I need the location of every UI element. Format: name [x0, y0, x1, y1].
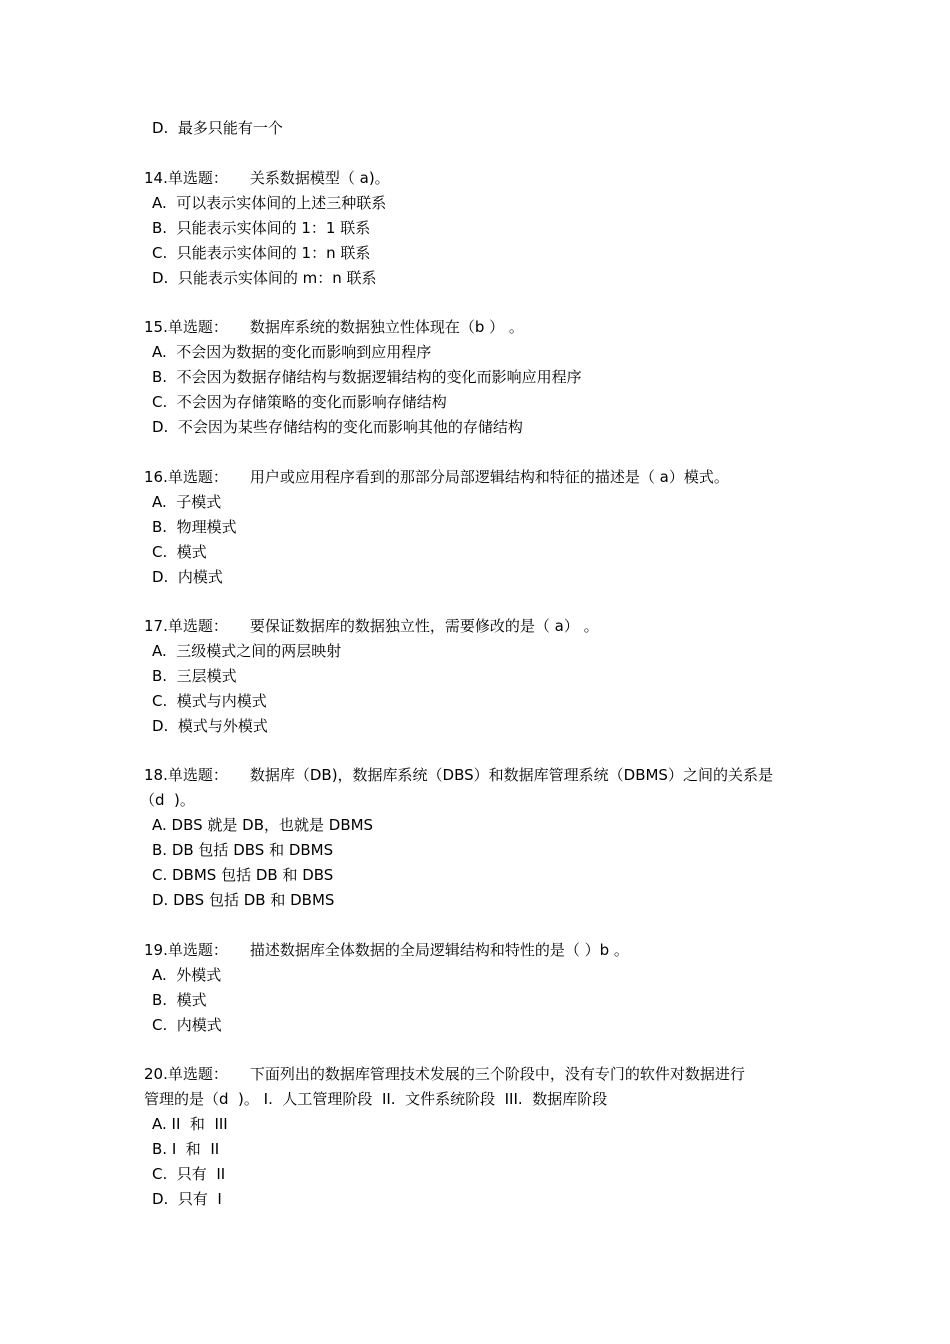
q17-option-b: B. 三层模式 — [152, 667, 237, 685]
q18-option-c: C. DBMS 包括 DB 和 DBS — [152, 866, 334, 884]
q17-option-a: A. 三级模式之间的两层映射 — [152, 642, 342, 660]
q15-number: 15.单选题： — [144, 318, 228, 336]
q16-number: 16.单选题： — [144, 468, 228, 486]
q14-number: 14.单选题： — [144, 169, 228, 187]
q20-question — [144, 1064, 814, 1084]
q16-option-b: B. 物理模式 — [152, 518, 237, 536]
q20-text: 下面列出的数据库管理技术发展的三个阶段中，没有专门的软件对数据进行 — [249, 1065, 745, 1083]
q19-option-a: A. 外模式 — [152, 966, 222, 984]
q16-option-a: A. 子模式 — [152, 493, 222, 511]
q15-option-c: C. 不会因为存储策略的变化而影响存储结构 — [152, 393, 447, 411]
q14-option-d: D. 只能表示实体间的 m：n 联系 — [152, 269, 377, 287]
q13-option-d: D. 最多只能有一个 — [152, 119, 283, 137]
q17-text: 要保证数据库的数据独立性，需要修改的是（ a） 。 — [249, 617, 599, 635]
q18-question — [144, 765, 814, 785]
q17-option-d: D. 模式与外模式 — [152, 717, 268, 735]
q19-number: 19.单选题： — [144, 941, 228, 959]
q19-option-c: C. 内模式 — [152, 1016, 222, 1034]
q18-question-continued: （d )。 — [140, 791, 195, 809]
q20-option-a: A. II 和 III — [152, 1115, 228, 1133]
q14-text: 关系数据模型（ a)。 — [249, 169, 390, 187]
q16-option-d: D. 内模式 — [152, 568, 223, 586]
q14-option-b: B. 只能表示实体间的 1：1 联系 — [152, 219, 371, 237]
q20-question-continued: 管理的是（d )。 I. 人工管理阶段 II. 文件系统阶段 III. 数据库阶段 — [144, 1090, 608, 1108]
q19-question — [144, 940, 814, 960]
q14-option-c: C. 只能表示实体间的 1：n 联系 — [152, 244, 371, 262]
q19-option-b: B. 模式 — [152, 991, 207, 1009]
q15-option-b: B. 不会因为数据存储结构与数据逻辑结构的变化而影响应用程序 — [152, 368, 582, 386]
q20-option-b: B. I 和 II — [152, 1140, 220, 1158]
q14-option-a: A. 可以表示实体间的上述三种联系 — [152, 194, 387, 212]
q16-question — [144, 467, 814, 487]
q17-option-c: C. 模式与内模式 — [152, 692, 267, 710]
q14-question — [144, 168, 814, 188]
q18-number: 18.单选题： — [144, 766, 228, 784]
q17-number: 17.单选题： — [144, 617, 228, 635]
q20-option-c: C. 只有 II — [152, 1165, 226, 1183]
q15-question — [144, 317, 814, 337]
q19-text: 描述数据库全体数据的全局逻辑结构和特性的是（ ）b 。 — [249, 941, 629, 959]
q16-text: 用户或应用程序看到的那部分局部逻辑结构和特征的描述是（ a）模式。 — [249, 468, 729, 486]
q18-option-b: B. DB 包括 DBS 和 DBMS — [152, 841, 334, 859]
q18-text: 数据库（DB)，数据库系统（DBS）和数据库管理系统（DBMS）之间的关系是 — [249, 766, 773, 784]
q18-option-d: D. DBS 包括 DB 和 DBMS — [152, 891, 335, 909]
q15-text: 数据库系统的数据独立性体现在（b ） 。 — [249, 318, 524, 336]
q16-option-c: C. 模式 — [152, 543, 207, 561]
q15-option-d: D. 不会因为某些存储结构的变化而影响其他的存储结构 — [152, 418, 523, 436]
q17-question — [144, 616, 814, 636]
q20-option-d: D. 只有 I — [152, 1190, 222, 1208]
q15-option-a: A. 不会因为数据的变化而影响到应用程序 — [152, 343, 432, 361]
q18-option-a: A. DBS 就是 DB，也就是 DBMS — [152, 816, 374, 834]
q20-number: 20.单选题： — [144, 1065, 228, 1083]
